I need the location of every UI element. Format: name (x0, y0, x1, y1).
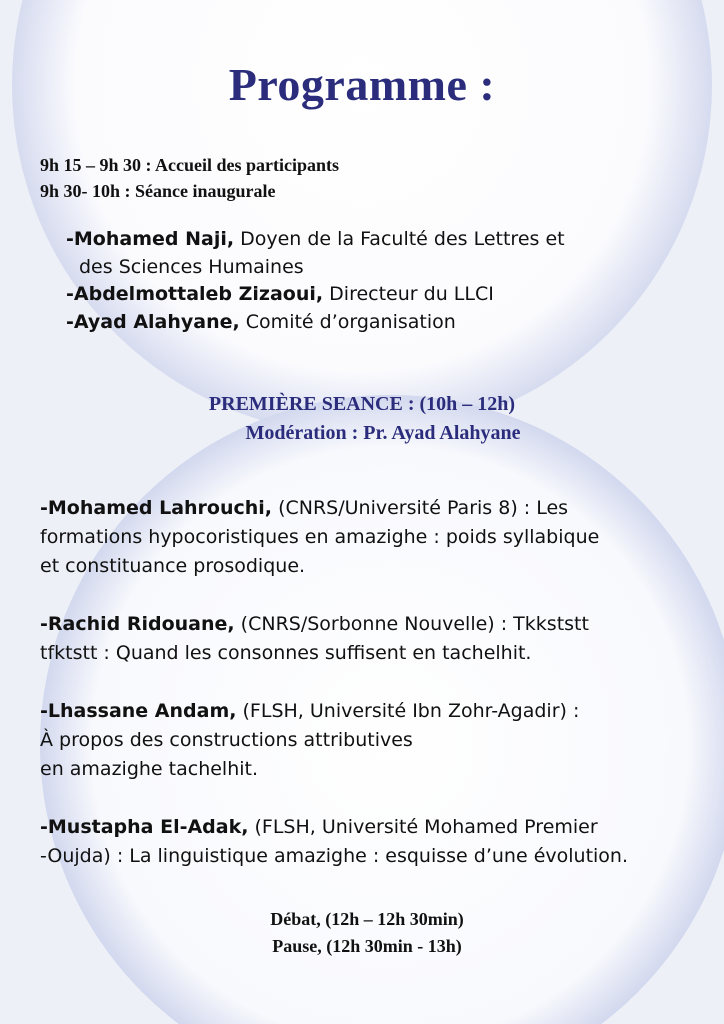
speaker-line (66, 281, 565, 309)
talk-speaker: -Mohamed Lahrouchi, (40, 497, 273, 519)
speaker-role: Directeur du LLCI (323, 283, 494, 305)
talk-text: (FLSH, Université Mohamed Premier (248, 816, 598, 838)
speaker-line (66, 309, 565, 337)
talk-item (40, 813, 710, 871)
speaker-role: Comité d’organisation (239, 310, 456, 333)
talk-text: (CNRS/Université Paris 8) : Les (272, 497, 569, 519)
debate-slot: Débat, (12h – 12h 30min) (270, 909, 464, 929)
opening-speakers (66, 226, 565, 336)
session-moderation: Modération : Pr. Ayad Alahyane (245, 422, 521, 444)
speaker-line (66, 226, 565, 254)
talk-text: (CNRS/Sorbonne Nouvelle) : Tkkststt (234, 613, 589, 635)
speaker-role: Doyen de la Faculté des Lettres et (234, 228, 565, 250)
talk-text: formations hypocoristiques en amazighe : poids syllabique (40, 526, 600, 548)
speaker-name: -Mohamed Naji, (66, 228, 235, 250)
pause-slot: Pause, (12h 30min - 13h) (272, 936, 462, 956)
talk-text: À propos des constructions attributives (40, 729, 413, 751)
session-title: PREMIÈRE SEANCE : (10h – 12h) (208, 393, 516, 415)
schedule-item: 9h 15 – 9h 30 : Accueil des participants (40, 155, 340, 175)
talk-item (40, 494, 710, 581)
talk-speaker: -Mustapha El-Adak, (40, 816, 249, 838)
talk-speaker: -Lhassane Andam, (40, 700, 237, 722)
talk-text: et constituance prosodique. (40, 555, 306, 577)
talk-text: (FLSH, Université Ibn Zohr-Agadir) : (236, 700, 580, 722)
session-header (0, 390, 724, 448)
talk-text: tfktstt : Quand les consonnes suffisent en tachelhit. (40, 642, 532, 664)
page-title: Programme : (228, 59, 496, 110)
talk-speaker: -Rachid Ridouane, (40, 613, 235, 635)
talk-item (40, 697, 710, 784)
speaker-name: -Abdelmottaleb Zizaoui, (66, 283, 324, 305)
opening-schedule (40, 152, 339, 204)
talk-text: en amazighe tachelhit. (40, 758, 259, 780)
talk-item (40, 610, 710, 668)
break-schedule (0, 906, 724, 960)
speaker-role-continued: des Sciences Humaines (79, 255, 304, 278)
talk-text: -Oujda) : La linguistique amazighe : esquisse d’une évolution. (40, 845, 629, 867)
speaker-name: -Ayad Alahyane, (66, 310, 240, 333)
talk-list (40, 494, 710, 900)
schedule-item: 9h 30- 10h : Séance inaugurale (40, 181, 276, 201)
